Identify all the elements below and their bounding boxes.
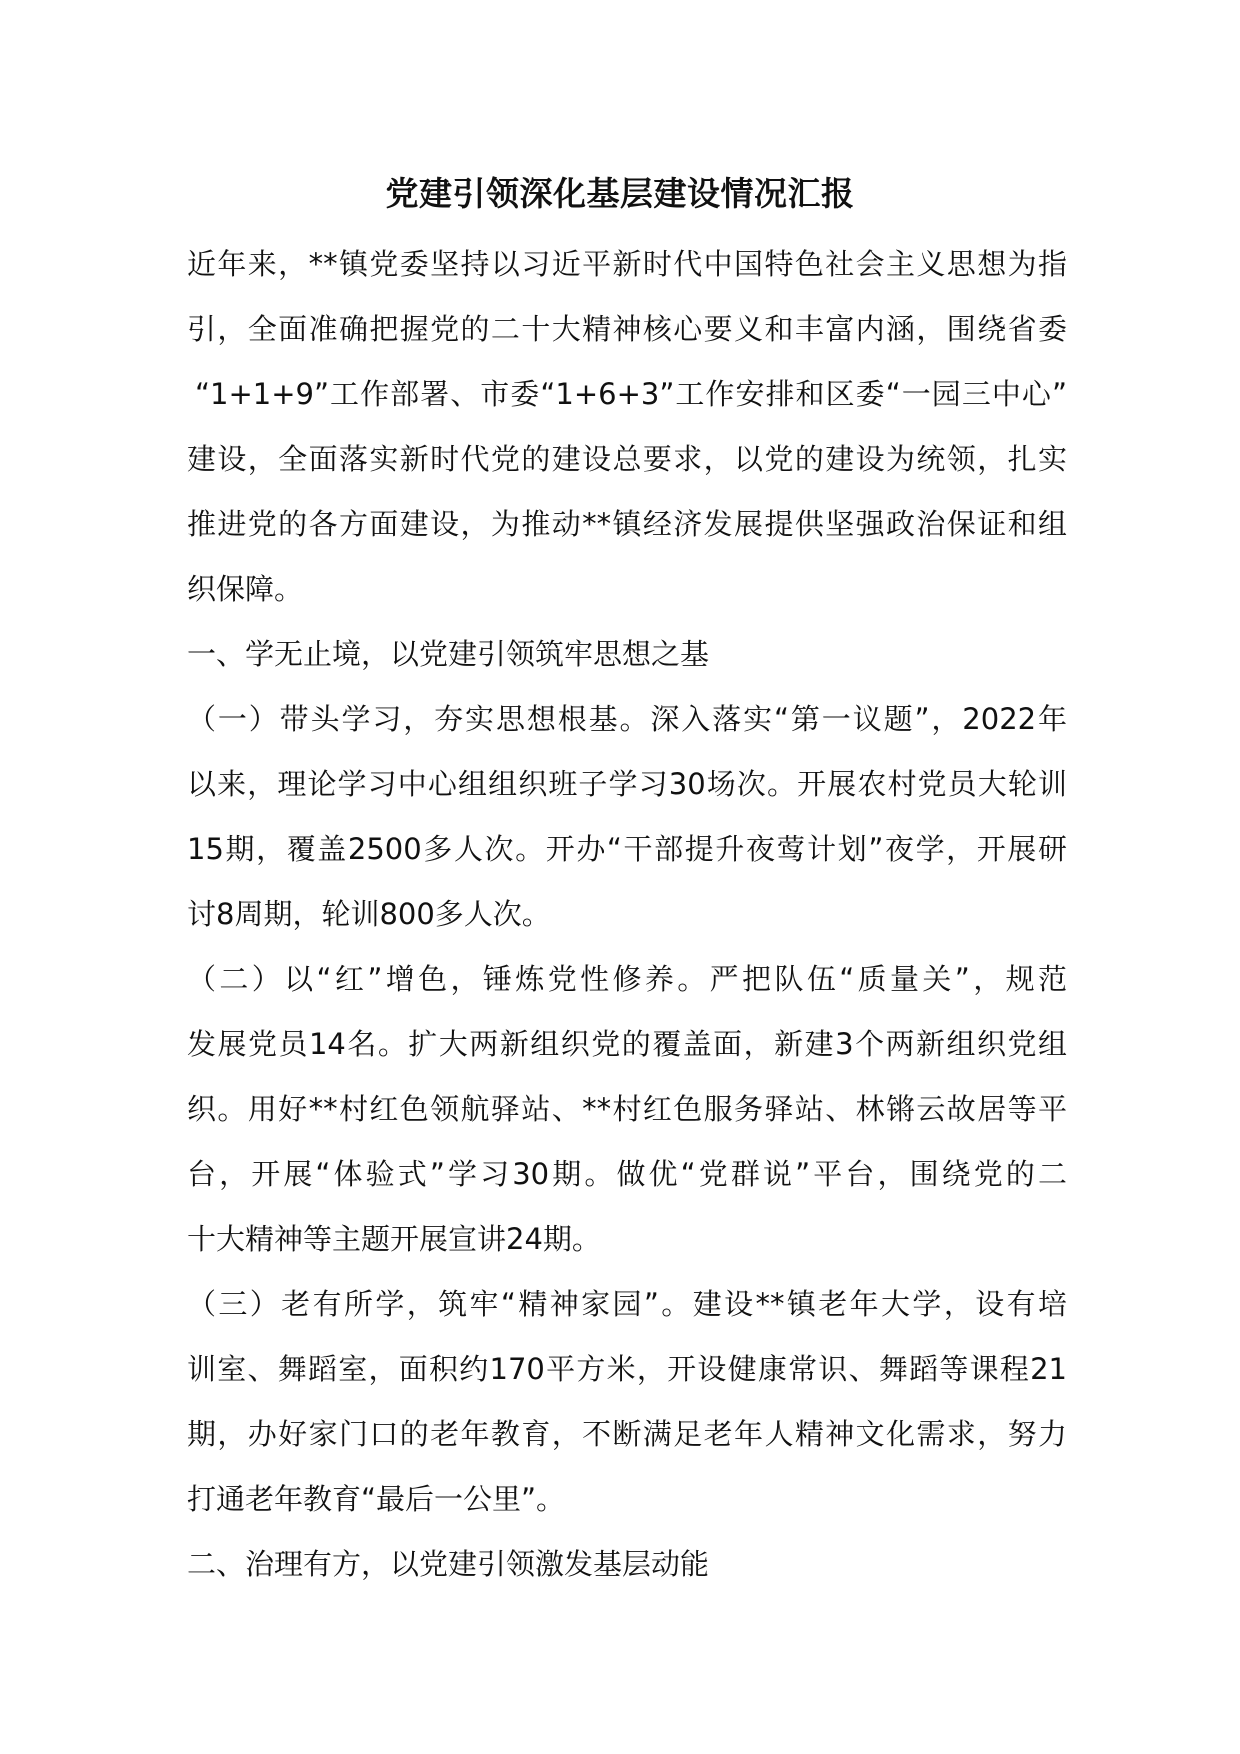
paragraph-line: 织。用好**村红色领航驿站、**村红色服务驿站、林锵云故居等平: [187, 1092, 1067, 1126]
paragraph-line: （二）以“红”增色，锤炼党性修养。严把队伍“质量关”，规范: [187, 962, 1067, 996]
paragraph-line: 近年来，**镇党委坚持以习近平新时代中国特色社会主义思想为指: [187, 247, 1067, 281]
paragraph-line: （三）老有所学，筑牢“精神家园”。建设**镇老年大学，设有培: [187, 1287, 1067, 1321]
paragraph-line: 十大精神等主题开展宣讲24期。: [187, 1222, 601, 1256]
paragraph-line: （一）带头学习，夯实思想根基。深入落实“第一议题”，2022年: [187, 702, 1067, 736]
document-title: 党建引领深化基层建设情况汇报: [385, 174, 855, 213]
section-heading: 一、学无止境，以党建引领筑牢思想之基: [187, 637, 710, 671]
section-heading: 二、治理有方，以党建引领激发基层动能: [187, 1547, 710, 1581]
paragraph-line: “1+1+9”工作部署、市委“1+6+3”工作安排和区委“一园三中心”: [195, 377, 1067, 411]
paragraph-line: 15期，覆盖2500多人次。开办“干部提升夜莺计划”夜学，开展研: [187, 832, 1067, 866]
paragraph-line: 发展党员14名。扩大两新组织党的覆盖面，新建3个两新组织党组: [187, 1027, 1067, 1061]
paragraph-line: 推进党的各方面建设，为推动**镇经济发展提供坚强政治保证和组: [187, 507, 1067, 541]
paragraph-line: 织保障。: [187, 572, 304, 606]
paragraph-line: 打通老年教育“最后一公里”。: [187, 1482, 566, 1516]
document-body: [187, 232, 1067, 1597]
paragraph-line: 讨8周期，轮训800多人次。: [187, 897, 551, 931]
paragraph-line: 引，全面准确把握党的二十大精神核心要义和丰富内涵，围绕省委: [187, 312, 1067, 346]
paragraph-line: 建设，全面落实新时代党的建设总要求，以党的建设为统领，扎实: [187, 442, 1067, 476]
paragraph-line: 训室、舞蹈室，面积约170平方米，开设健康常识、舞蹈等课程21: [187, 1352, 1067, 1386]
paragraph-line: 以来，理论学习中心组组织班子学习30场次。开展农村党员大轮训: [187, 767, 1067, 801]
paragraph-line: 期，办好家门口的老年教育，不断满足老年人精神文化需求，努力: [187, 1417, 1067, 1451]
paragraph-line: 台，开展“体验式”学习30期。做优“党群说”平台，围绕党的二: [187, 1157, 1067, 1191]
